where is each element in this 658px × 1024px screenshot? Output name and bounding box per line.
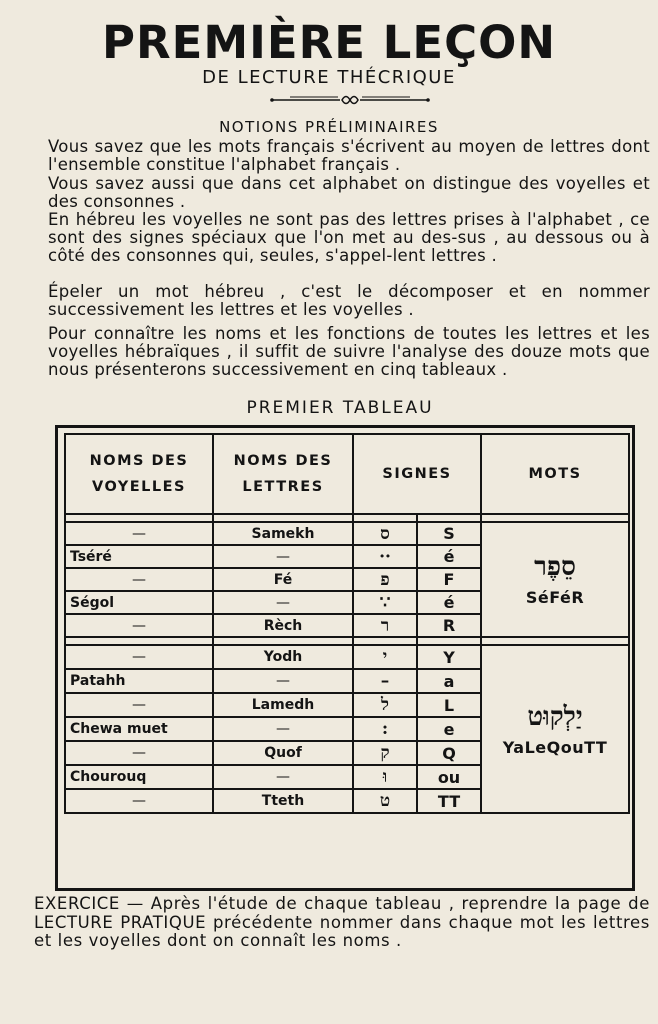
vowel-name-cell: Ségol	[65, 591, 213, 614]
latin-cell: e	[417, 717, 481, 741]
table-row	[65, 522, 629, 545]
table-title: PREMIER TABLEAU	[246, 398, 434, 418]
group-yalqout	[65, 645, 629, 813]
header-voyelles: NOMS DES VOYELLES	[65, 434, 213, 514]
page-subtitle: DE LECTURE THÉCRIQUE	[202, 67, 456, 88]
letter-name-cell: —	[213, 591, 353, 614]
vowel-name-cell: —	[65, 522, 213, 545]
vowel-name-cell: —	[65, 568, 213, 591]
letter-name-cell: —	[213, 669, 353, 693]
latin-cell: R	[417, 614, 481, 637]
paragraph-3: En hébreu les voyelles ne sont pas des lettres prises à l'alphabet , ce sont des signes spéciaux que l'on met au des-sus , au dessous ou à côté des consonnes qui, seules, s'appel-lent lettres .	[48, 210, 650, 265]
letter-name-cell: Rèch	[213, 614, 353, 637]
letter-name-cell: Fé	[213, 568, 353, 591]
section-heading: NOTIONS PRÉLIMINAIRES	[219, 118, 439, 136]
vowel-name-cell: Patahh	[65, 669, 213, 693]
vowel-name-cell: Chourouq	[65, 765, 213, 789]
sign-cell: ··	[353, 545, 417, 568]
vowel-name-cell: —	[65, 693, 213, 717]
sign-cell: י	[353, 645, 417, 669]
table-row	[65, 645, 629, 669]
vowel-name-cell: Tséré	[65, 545, 213, 568]
sign-cell: וּ	[353, 765, 417, 789]
latin-cell: Q	[417, 741, 481, 765]
sign-cell: ל	[353, 693, 417, 717]
paragraph-5: Pour connaître les noms et les fonctions de toutes les lettres et les voyelles hébraïques , il suffit de suivre l'analyse des douze mots que nous présenterons successivement en cinq tableaux .	[48, 324, 650, 379]
word-cell	[481, 522, 629, 637]
sign-cell: ∵	[353, 591, 417, 614]
latin-cell: L	[417, 693, 481, 717]
sign-cell: ס	[353, 522, 417, 545]
vowel-name-cell: Chewa muet	[65, 717, 213, 741]
hebrew-word: סֵפֶר	[534, 552, 576, 582]
letters-table	[64, 433, 630, 814]
latin-cell: F	[417, 568, 481, 591]
latin-cell: TT	[417, 789, 481, 813]
header-lettres: NOMS DES LETTRES	[213, 434, 353, 514]
letter-name-cell: —	[213, 717, 353, 741]
vowel-name-cell: —	[65, 614, 213, 637]
hebrew-word: יַלְקוּט	[527, 701, 583, 732]
table-header-row	[65, 434, 629, 514]
latin-cell: S	[417, 522, 481, 545]
letter-name-cell: —	[213, 765, 353, 789]
transliteration: SéFéR	[525, 588, 585, 607]
latin-cell: ou	[417, 765, 481, 789]
latin-cell: é	[417, 591, 481, 614]
paragraph-1: Vous savez que les mots français s'écrivent au moyen de lettres dont l'ensemble constitue l'alphabet français .	[48, 137, 650, 174]
letter-name-cell: Quof	[213, 741, 353, 765]
sign-cell: ק	[353, 741, 417, 765]
letter-name-cell: —	[213, 545, 353, 568]
transliteration: YaLeQouTT	[502, 737, 608, 757]
page-title: PREMIÈRE LEÇON	[101, 16, 557, 69]
sign-cell: :	[353, 717, 417, 741]
sign-cell: פ	[353, 568, 417, 591]
latin-cell: Y	[417, 645, 481, 669]
sign-cell: –	[353, 669, 417, 693]
sign-cell: ט	[353, 789, 417, 813]
letter-name-cell: Lamedh	[213, 693, 353, 717]
word-cell	[481, 645, 629, 813]
latin-cell: a	[417, 669, 481, 693]
vowel-name-cell: —	[65, 645, 213, 669]
paragraph-2: Vous savez aussi que dans cet alphabet on distingue des voyelles et des consonnes .	[48, 174, 650, 211]
group-sefer	[65, 522, 629, 637]
vowel-name-cell: —	[65, 789, 213, 813]
paragraph-4: Épeler un mot hébreu , c'est le décomposer et en nommer successivement les lettres et les voyelles .	[48, 282, 650, 319]
letter-name-cell: Tteth	[213, 789, 353, 813]
header-signes: SIGNES	[353, 434, 481, 514]
sign-cell: ר	[353, 614, 417, 637]
vowel-name-cell: —	[65, 741, 213, 765]
letter-name-cell: Samekh	[213, 522, 353, 545]
exercise-text: EXERCICE — Après l'étude de chaque tableau , reprendre la page de LECTURE PRATIQUE précédente nommer dans chaque mot les lettres et les voyelles dont on connaît les noms .	[34, 894, 650, 950]
letter-name-cell: Yodh	[213, 645, 353, 669]
header-mots: MOTS	[481, 434, 629, 514]
ornament-divider	[270, 92, 430, 108]
latin-cell: é	[417, 545, 481, 568]
